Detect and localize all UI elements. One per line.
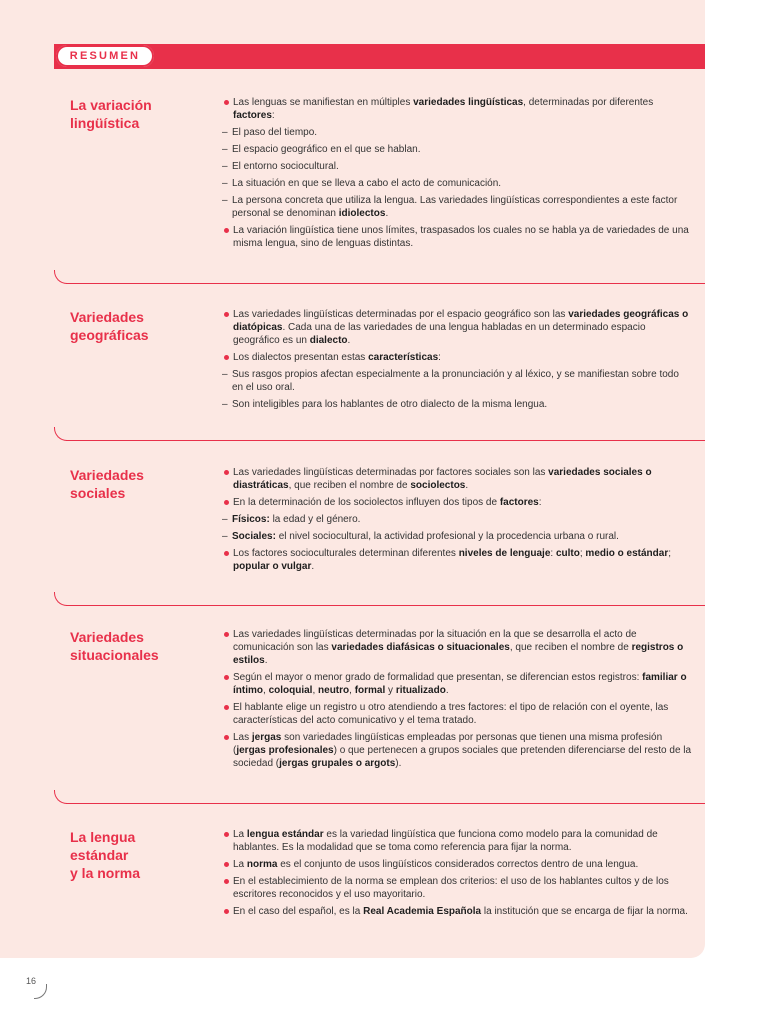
text-run: .: [264, 655, 268, 666]
key-term: formal: [354, 685, 386, 696]
section-title: [70, 828, 200, 882]
section-title: [70, 466, 200, 502]
text-run: y: [385, 685, 396, 696]
text-run: .: [347, 335, 351, 346]
bullet-item: [222, 496, 692, 509]
bullet-item: [222, 351, 692, 364]
text-run: La variación lingüística tiene unos límites, traspasados los cuales no se habla ya de variedades de una misma lengua, sino de lenguas distintas.: [233, 225, 689, 249]
text-run: Los dialectos presentan estas: [233, 352, 369, 363]
key-term: sociolectos: [410, 480, 466, 491]
bullet-item: [222, 547, 692, 573]
text-run: el nivel sociocultural, la actividad profesional y la procedencia urbana o rural.: [275, 531, 619, 542]
text-run: la edad y el género.: [269, 514, 361, 525]
text-run: :: [538, 497, 542, 508]
bullet-item: [222, 224, 692, 250]
text-run: El paso del tiempo.: [232, 127, 318, 138]
text-run: :: [438, 352, 441, 363]
key-term: Sociales:: [232, 531, 276, 542]
bullet-item: [222, 308, 692, 347]
key-term: culto: [555, 548, 580, 559]
text-run: ,: [349, 685, 355, 696]
text-run: es el conjunto de usos lingüísticos considerados correctos dentro de una lengua.: [277, 859, 639, 870]
section-divider: [54, 429, 705, 441]
summary-badge: [56, 45, 154, 67]
text-run: En el establecimiento de la norma se emplean dos criterios: el uso de los hablantes cultos y de los escritores reconocidos y el uso mayoritario.: [233, 876, 669, 900]
section-title-line: La lengua: [70, 829, 136, 845]
key-term: popular o vulgar: [233, 561, 312, 572]
text-run: ,: [312, 685, 319, 696]
key-term: factores: [499, 497, 539, 508]
text-run: Las variedades lingüísticas determinadas por factores sociales son las: [233, 467, 549, 478]
section-body: [222, 466, 692, 577]
key-term: variedades sociales o diastráticas: [233, 467, 652, 491]
section-title: [70, 96, 200, 132]
text-run: La: [233, 829, 247, 840]
key-term: variedades geográficas o diatópicas: [233, 309, 689, 333]
text-run: El entorno sociocultural.: [232, 161, 339, 172]
section-title-line: La variación: [70, 97, 152, 113]
section-divider: [54, 272, 705, 284]
section-title-line: estándar: [70, 847, 129, 863]
page-number: 16: [26, 976, 37, 986]
text-run: , que reciben el nombre de: [288, 480, 411, 491]
bullet-item: [222, 905, 692, 918]
bullet-item: [222, 628, 692, 667]
key-term: idiolectos: [338, 208, 386, 219]
text-run: ,: [263, 685, 269, 696]
bullet-item: [222, 828, 692, 854]
key-term: lengua estándar: [246, 829, 324, 840]
key-term: características: [368, 352, 439, 363]
section-divider: [54, 594, 705, 606]
text-run: .: [445, 685, 449, 696]
key-term: jergas profesionales: [236, 745, 334, 756]
section-title-line: situacionales: [70, 647, 159, 663]
text-run: es la variedad lingüística que funciona como modelo para la comunidad de hablantes. Es la modalidad que se toma como referencia para fijar la norma.: [233, 829, 658, 853]
text-run: son variedades lingüísticas empleadas por personas que tienen una misma profesión (: [233, 732, 663, 756]
text-run: :: [271, 110, 275, 121]
text-run: ).: [395, 758, 402, 769]
dash-item: –Son inteligibles para los hablantes de otro dialecto de la misma lengua.: [222, 399, 548, 410]
text-run: Las variedades lingüísticas determinadas por la situación en la que se desarrolla el acto de comunicación son las: [233, 629, 637, 653]
section-body: [222, 628, 692, 774]
text-run: .: [465, 480, 469, 491]
section-title-line: Variedades: [70, 467, 144, 483]
key-term: registros o estilos: [233, 642, 684, 666]
section-title-line: y la norma: [70, 865, 141, 881]
text-run: ;: [579, 548, 586, 559]
text-run: Las lenguas se manifiestan en múltiples: [233, 97, 414, 108]
text-run: El hablante elige un registro u otro atendiendo a tres factores: el tipo de relación con el oyente, las características del acto comunicativo y el tema tratado.: [233, 702, 669, 726]
key-term: variedades lingüísticas: [413, 97, 524, 108]
key-term: medio o estándar: [585, 548, 669, 559]
key-term: dialecto: [309, 335, 348, 346]
key-term: familiar o íntimo: [233, 672, 687, 696]
section-body: [222, 96, 692, 254]
bullet-item: [222, 701, 692, 727]
text-run: En el caso del español, es la: [233, 906, 364, 917]
key-term: jergas: [251, 732, 282, 743]
dash-item: –El espacio geográfico en el que se hablan.: [222, 144, 421, 155]
section-title-line: lingüística: [70, 115, 140, 131]
text-run: :: [550, 548, 556, 559]
key-term: ritualizado: [395, 685, 446, 696]
text-run: , que reciben el nombre de: [509, 642, 632, 653]
text-run: ;: [668, 548, 672, 559]
text-run: Los factores socioculturales determinan diferentes: [233, 548, 459, 559]
bullet-item: [222, 731, 692, 770]
section-title-line: sociales: [70, 485, 126, 501]
text-run: la institución que se encarga de fijar la norma.: [481, 906, 688, 917]
text-run: La situación en que se lleva a cabo el acto de comunicación.: [232, 178, 502, 189]
dash-item: –La situación en que se lleva a cabo el acto de comunicación.: [222, 178, 502, 189]
key-term: Real Academia Española: [363, 906, 482, 917]
section-divider: [54, 792, 705, 804]
key-term: jergas grupales o argots: [279, 758, 396, 769]
dash-item: –Sus rasgos propios afectan especialmente a la pronunciación y al léxico, y se manifiestan sobre todo en el uso oral.: [222, 369, 679, 393]
bullet-item: [222, 671, 692, 697]
key-term: coloquial: [268, 685, 313, 696]
section-title: [70, 628, 200, 664]
text-run: Son inteligibles para los hablantes de otro dialecto de la misma lengua.: [232, 399, 548, 410]
section-title-line: Variedades: [70, 309, 144, 325]
summary-badge-label: RESUMEN: [69, 50, 141, 62]
text-run: Las: [233, 732, 252, 743]
text-run: , determinadas por diferentes: [523, 97, 654, 108]
key-term: variedades diafásicas o situacionales: [331, 642, 510, 653]
bullet-item: [222, 858, 692, 871]
dash-item: –La persona concreta que utiliza la lengua. Las variedades lingüísticas correspondientes a este factor personal se denominan idiolectos.: [222, 195, 678, 219]
text-run: Según el mayor o menor grado de formalidad que presentan, se diferencian estos registros:: [233, 672, 643, 683]
key-term: niveles de lenguaje: [458, 548, 551, 559]
section-title: [70, 308, 200, 344]
text-run: Sus rasgos propios afectan especialmente a la pronunciación y al léxico, y se manifiestan sobre todo en el uso oral.: [232, 369, 679, 393]
dash-item: –Sociales: el nivel sociocultural, la actividad profesional y la procedencia urbana o rural.: [222, 531, 619, 542]
bullet-item: [222, 466, 692, 492]
section-title-line: Variedades: [70, 629, 144, 645]
page-number-ornament: [34, 984, 47, 999]
key-term: factores: [233, 110, 272, 121]
dash-item: –El entorno sociocultural.: [222, 161, 339, 172]
text-run: .: [385, 208, 389, 219]
key-term: norma: [246, 859, 278, 870]
text-run: .: [311, 561, 315, 572]
section-title-line: geográficas: [70, 327, 149, 343]
text-run: . Cada una de las variedades de una lengua habladas en un determinado espacio geográfico es un: [233, 322, 646, 346]
key-term: neutro: [318, 685, 350, 696]
text-run: ) o que pertenecen a grupos sociales que pretenden diferenciarse del resto de la sociedad (: [233, 745, 692, 769]
key-term: Físicos:: [232, 514, 270, 525]
dash-item: –El paso del tiempo.: [222, 127, 318, 138]
text-run: La: [233, 859, 247, 870]
bullet-item: [222, 96, 692, 122]
section-body: [222, 308, 692, 415]
text-run: La persona concreta que utiliza la lengua. Las variedades lingüísticas correspondientes a este factor personal se denominan: [232, 195, 678, 219]
bullet-item: [222, 875, 692, 901]
text-run: Las variedades lingüísticas determinadas por el espacio geográfico son las: [233, 309, 569, 320]
text-run: En la determinación de los sociolectos influyen dos tipos de: [233, 497, 500, 508]
section-body: [222, 828, 692, 922]
dash-item: –Físicos: la edad y el género.: [222, 514, 361, 525]
text-run: El espacio geográfico en el que se hablan.: [232, 144, 421, 155]
